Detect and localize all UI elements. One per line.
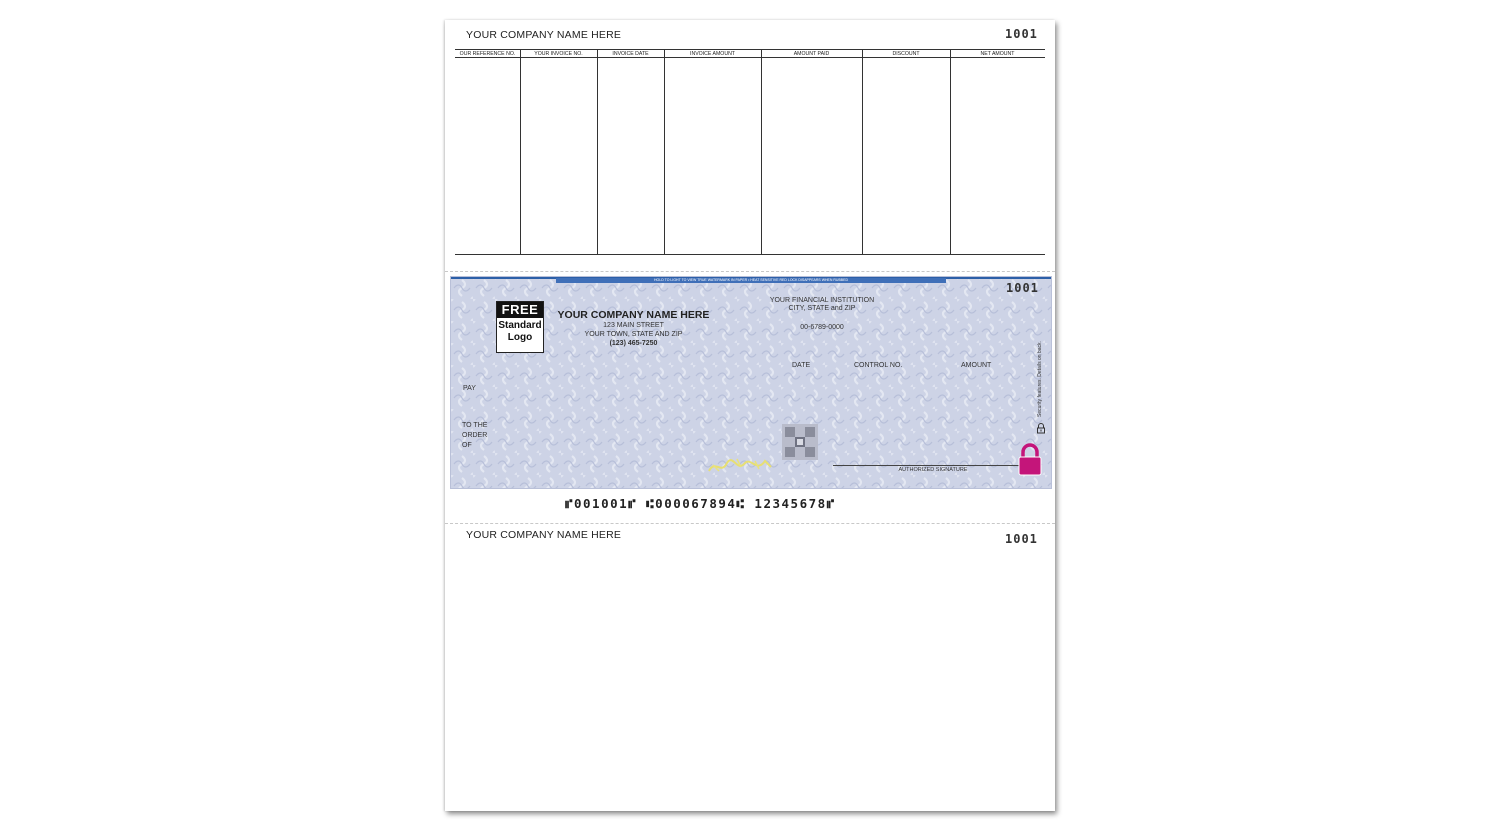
bank-city: CITY, STATE and ZIP xyxy=(788,305,856,312)
fraction-code: 00-6789-0000 xyxy=(800,324,844,331)
amount-label: AMOUNT xyxy=(961,362,992,369)
hologram-icon xyxy=(782,424,818,460)
to-the-order-label-line2: ORDER xyxy=(462,432,488,439)
stub-bottom-check-number: 1001 xyxy=(1005,532,1038,546)
pay-label: PAY xyxy=(463,385,476,392)
company-phone: (123) 465-7250 xyxy=(609,340,658,347)
column-header-discount: DISCOUNT xyxy=(892,51,920,57)
check-company-name: YOUR COMPANY NAME HERE xyxy=(557,309,710,321)
column-header-invoice-date: INVOICE DATE xyxy=(612,51,649,57)
heat-sensitive-lock-icon xyxy=(1016,443,1044,477)
perforation-line xyxy=(445,271,1055,272)
control-number-label: CONTROL NO. xyxy=(854,362,903,369)
small-lock-icon xyxy=(1036,422,1046,434)
stub-bottom-company-name: YOUR COMPANY NAME HERE xyxy=(466,529,622,541)
column-header-invoice-no: YOUR INVOICE NO. xyxy=(534,51,583,57)
column-divider xyxy=(664,49,665,255)
to-the-order-label-line1: TO THE xyxy=(462,422,488,429)
table-header-line xyxy=(455,57,1045,58)
column-divider xyxy=(761,49,762,255)
microprint-banner: HOLD TO LIGHT TO VIEW TRUE WATERMARK IN PAPER • HEAT SENSITIVE RED LOCK DISAPPEARS WHEN RUBBED xyxy=(556,278,946,283)
stub-top-company-name: YOUR COMPANY NAME HERE xyxy=(466,29,622,41)
watermark-icon xyxy=(707,455,773,477)
stub-top-check-number: 1001 xyxy=(1005,27,1038,41)
stub-table xyxy=(455,49,1045,255)
logo-standard-text: Standard xyxy=(498,320,542,331)
logo-logo-text: Logo xyxy=(507,332,533,343)
column-divider xyxy=(862,49,863,255)
column-divider xyxy=(597,49,598,255)
to-the-order-label-line3: OF xyxy=(462,442,472,449)
company-address-line1: 123 MAIN STREET xyxy=(603,322,664,329)
column-header-reference: OUR REFERENCE NO. xyxy=(459,51,516,57)
perforation-line xyxy=(445,523,1055,524)
column-header-net-amount: NET AMOUNT xyxy=(980,51,1015,57)
column-header-amount-paid: AMOUNT PAID xyxy=(793,51,830,57)
company-logo xyxy=(496,301,544,353)
bank-name: YOUR FINANCIAL INSTITUTION xyxy=(769,297,875,304)
column-divider xyxy=(950,49,951,255)
check-body xyxy=(450,276,1052,489)
column-divider xyxy=(520,49,521,255)
date-label: DATE xyxy=(792,362,811,369)
logo-free-text: FREE xyxy=(497,302,543,318)
table-bottom-line xyxy=(455,254,1045,255)
signature-label: AUTHORIZED SIGNATURE xyxy=(898,467,968,473)
micr-line: ⑈001001⑈ ⑆000067894⑆ 12345678⑈ xyxy=(565,496,836,511)
security-note: Security features. Details on back. xyxy=(1037,341,1043,417)
check-sheet xyxy=(445,20,1055,811)
table-top-line xyxy=(455,49,1045,50)
check-number: 1001 xyxy=(1006,281,1039,295)
column-header-invoice-amount: INVOICE AMOUNT xyxy=(690,51,735,57)
signature-line xyxy=(833,465,1033,466)
company-address-line2: YOUR TOWN, STATE AND ZIP xyxy=(584,331,683,338)
